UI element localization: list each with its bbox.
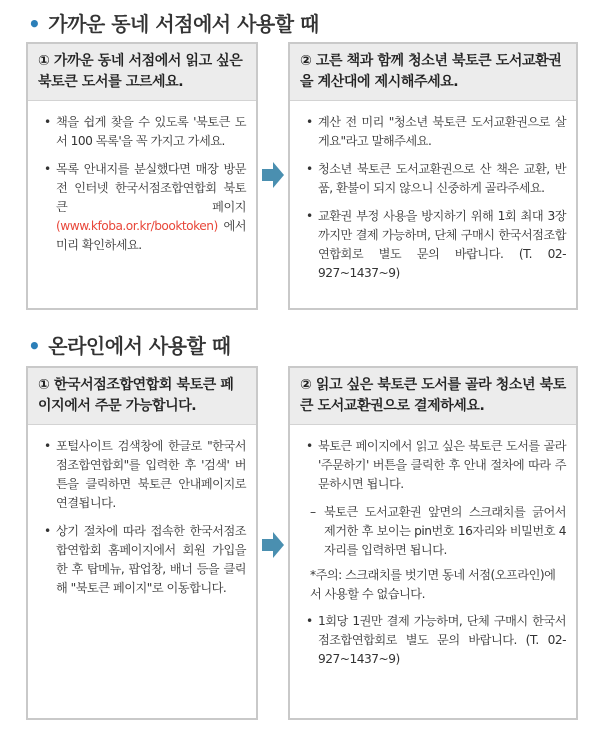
- online-step-2-box: [288, 366, 578, 720]
- online-step-1-box: [26, 366, 258, 720]
- list-item: • 1회당 1권만 결제 가능하며, 단체 구매시 한국서점조합연합회로 별도 문의 바랍니다. (T. 02-927~1437~9): [306, 612, 566, 669]
- offline-step-2-header: ② 고른 책과 함께 청소년 북토큰 도서교환권을 계산대에 제시해주세요.: [290, 44, 576, 101]
- list-item: • 상기 절차에 따라 접속한 한국서점조합연합회 홈페이지에서 회원 가입을 한 후 탑메뉴, 팝업창, 배너 등을 클릭해 "북토큰 페이지"로 이동합니다.: [44, 522, 246, 598]
- list-item: • 계산 전 미리 "청소년 북토큰 도서교환권으로 살게요"라고 말해주세요.: [306, 113, 566, 151]
- list-subitem: – 북토큰 도서교환권 앞면의 스크래치를 긁어서 제거한 후 보이는 pin번호 16자리와 비밀번호 4자리를 입력하면 됩니다.: [306, 503, 566, 560]
- offline-step-2-box: [288, 42, 578, 310]
- list-item: • 교환권 부정 사용을 방지하기 위해 1회 최대 3장까지만 결제 가능하며, 단체 구매시 한국서점조합연합회로 별도 문의 바랍니다. (T. 02-927~1437~9): [306, 207, 566, 283]
- online-step-1-header: ① 한국서점조합연합회 북토큰 페이지에서 주문 가능합니다.: [28, 368, 256, 425]
- list-item: • 청소년 북토큰 도서교환권으로 산 책은 교환, 반품, 환불이 되지 않으니 신중하게 골라주세요.: [306, 160, 566, 198]
- online-step-2-header: ② 읽고 싶은 북토큰 도서를 골라 청소년 북토큰 도서교환권으로 결제하세요.: [290, 368, 576, 425]
- list-item: • 책을 쉽게 찾을 수 있도록 '북토큰 도서 100 목록'을 꼭 가지고 가세요.: [44, 113, 246, 151]
- section-title-offline: • 가까운 동네 서점에서 사용할 때: [28, 12, 319, 36]
- caution-note: *주의: 스크래치를 벗기면 동네 서점(오프라인)에서 사용할 수 없습니다.: [310, 568, 556, 601]
- section-title-online: • 온라인에서 사용할 때: [28, 334, 231, 358]
- arrow-right-icon: [262, 532, 284, 558]
- dot-bullet-icon: •: [28, 334, 41, 358]
- booktoken-link[interactable]: (www.kfoba.or.kr/booktoken): [56, 219, 218, 233]
- dot-bullet-icon: •: [28, 12, 41, 36]
- list-item: • 북토큰 페이지에서 읽고 싶은 북토큰 도서를 골라 '주문하기' 버튼을 클릭한 후 안내 절차에 따라 주문하시면 됩니다.: [306, 437, 566, 494]
- offline-step-1-header: ① 가까운 동네 서점에서 읽고 싶은 북토큰 도서를 고르세요.: [28, 44, 256, 101]
- arrow-right-icon: [262, 162, 284, 188]
- list-item: • 목록 안내지를 분실했다면 매장 방문 전 인터넷 한국서점조합연합회 북토큰 페이지 (www.kfoba.or.kr/booktoken) 에서 미리 확인하세요.: [44, 160, 246, 255]
- offline-step-1-box: [26, 42, 258, 310]
- list-item: • 포털사이트 검색창에 한글로 "한국서점조합연합회"를 입력한 후 '검색' 버튼을 클릭하면 북토큰 안내페이지로 연결됩니다.: [44, 437, 246, 513]
